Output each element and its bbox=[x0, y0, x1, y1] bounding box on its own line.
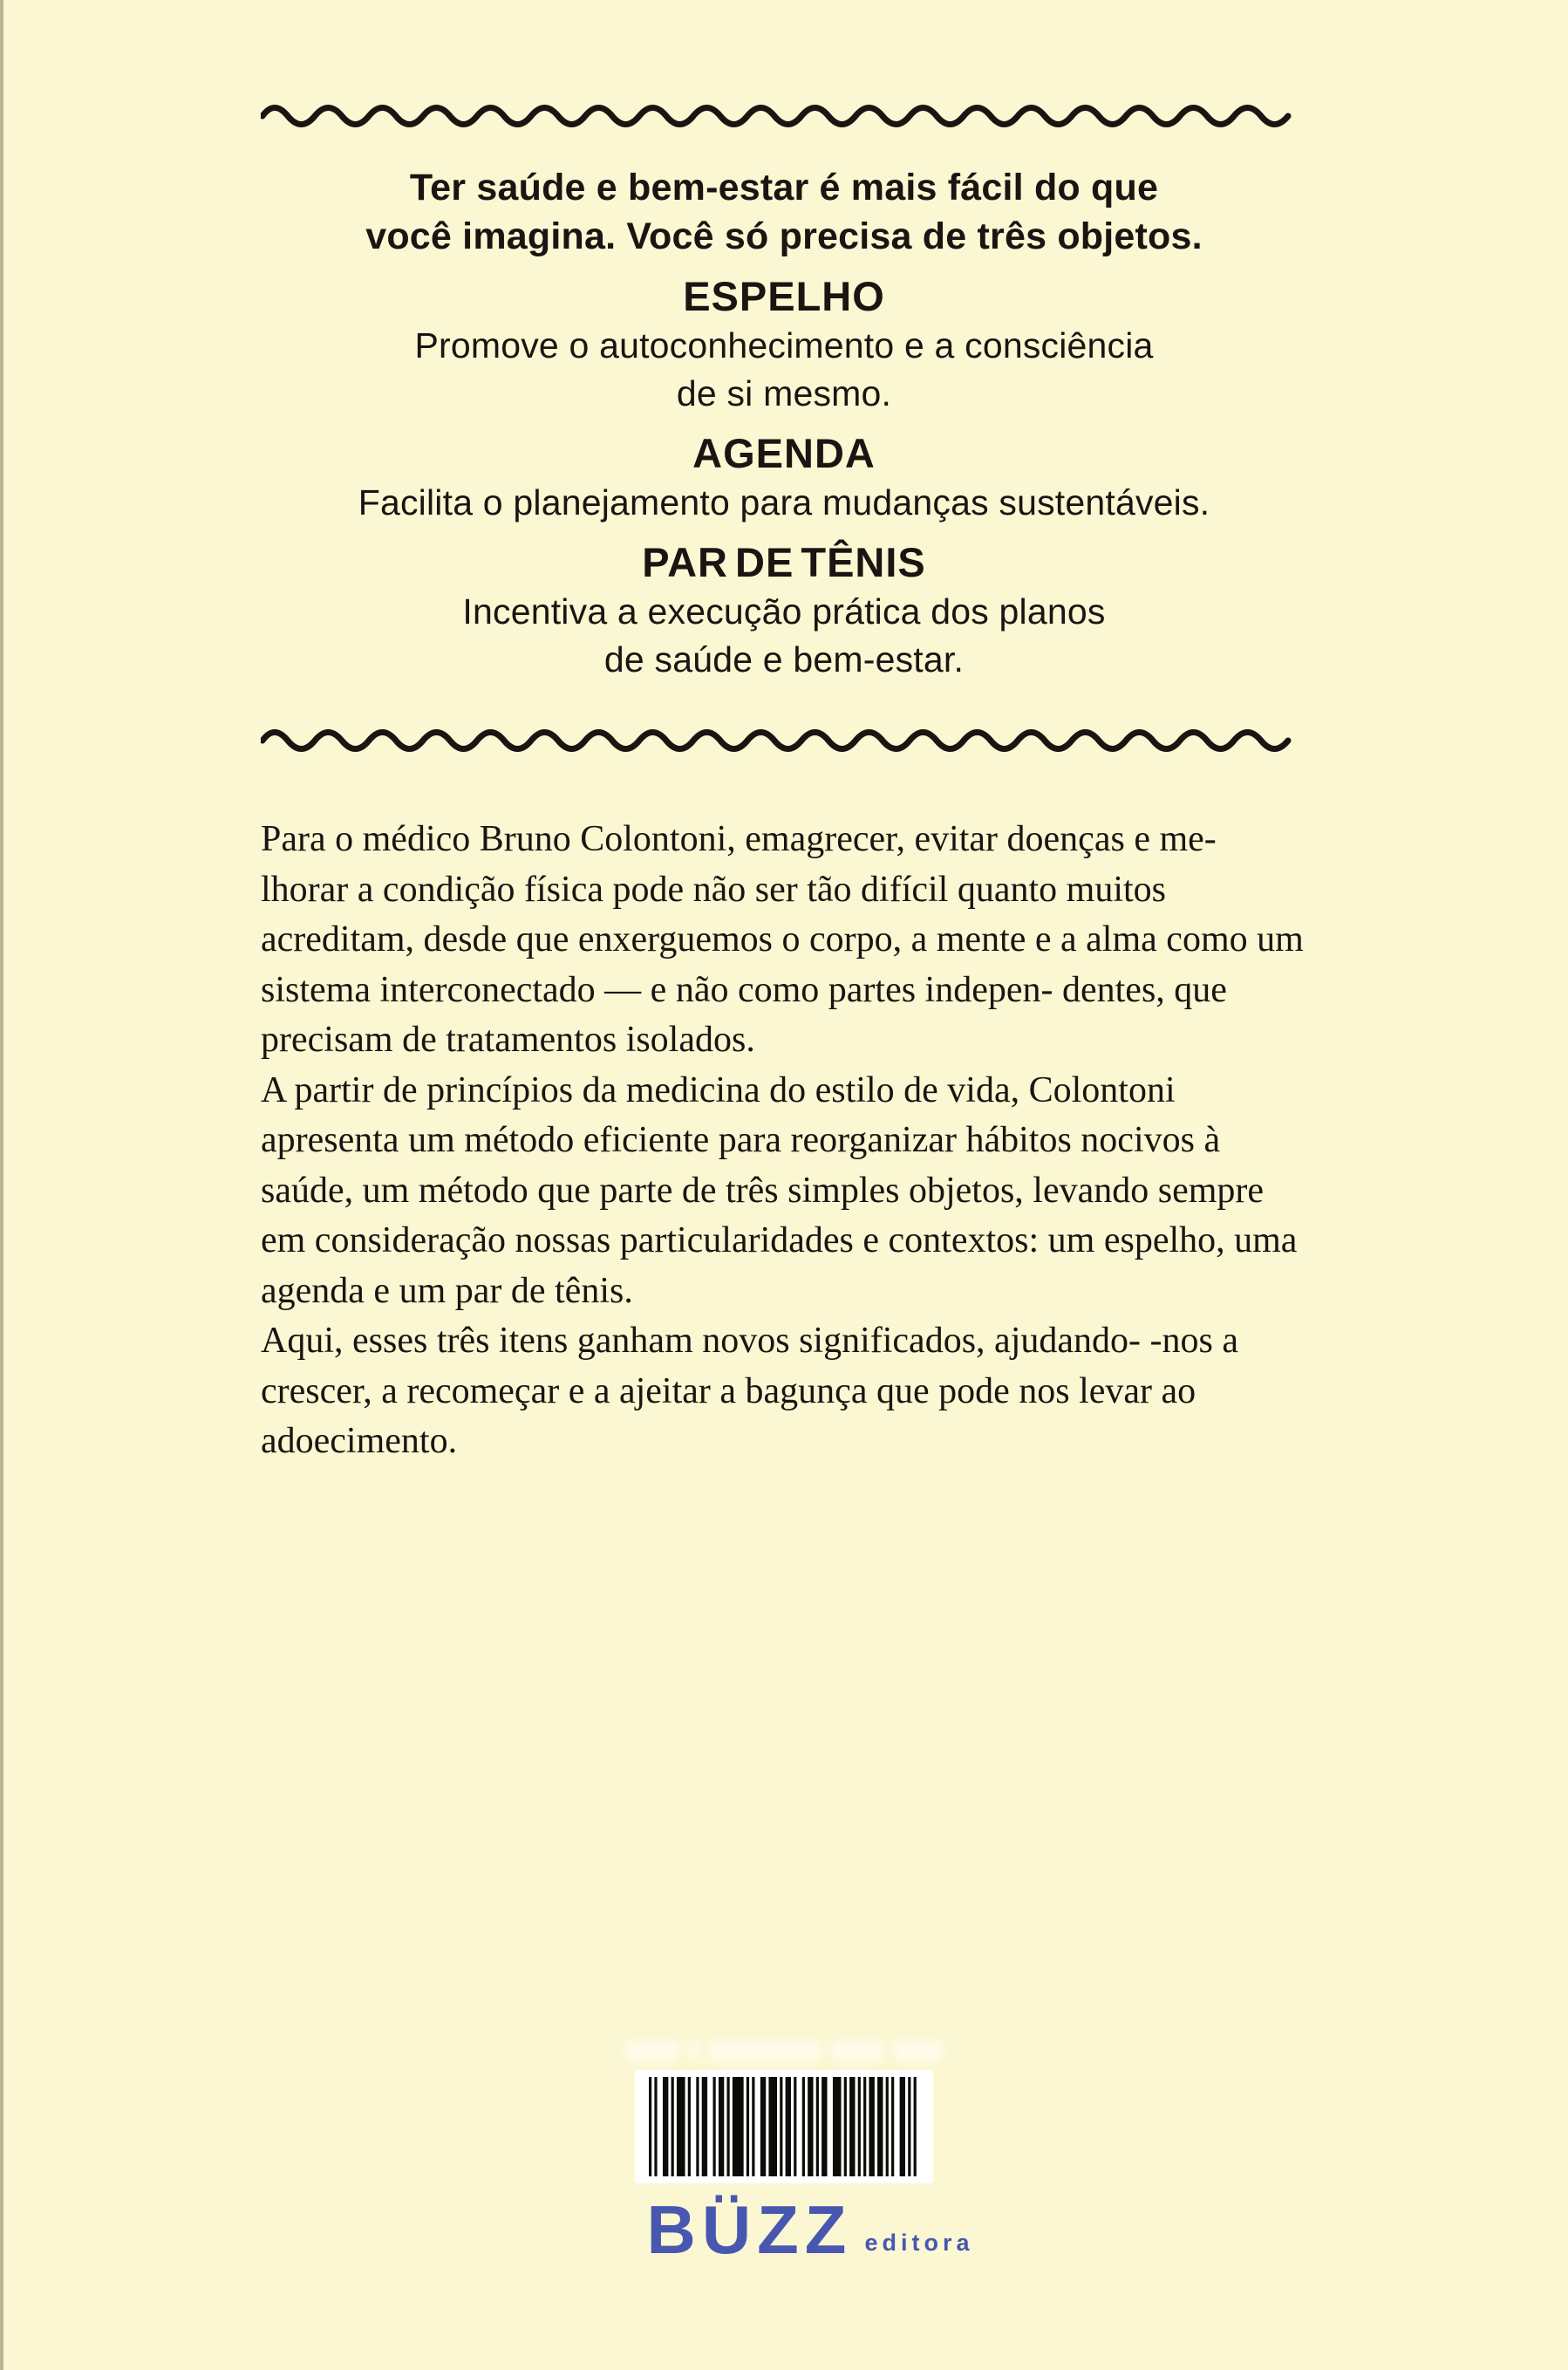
barcode-bars bbox=[649, 2077, 919, 2176]
publisher-footer bbox=[0, 2039, 1568, 2268]
synopsis-line: espelho, uma agenda e um par de tênis. bbox=[261, 1220, 1298, 1311]
object-desc-agenda bbox=[261, 479, 1307, 527]
synopsis-line: A partir de princípios da medicina do estilo de vida, Colontoni bbox=[261, 1069, 1176, 1110]
synopsis-line: sempre em consideração nossas particularidades e contextos: um bbox=[261, 1170, 1265, 1260]
three-objects-panel bbox=[261, 163, 1307, 684]
synopsis-paragraph bbox=[261, 815, 1307, 1066]
isbn-ghost-text bbox=[625, 2039, 943, 2062]
object-title-agenda: AGENDA bbox=[692, 430, 876, 476]
synopsis-line: como um sistema interconectado — e não como partes indepen- bbox=[261, 919, 1304, 1010]
buzz-logo-editora-label: editora bbox=[864, 2229, 974, 2256]
desc-line: Incentiva a execução prática dos planos bbox=[462, 591, 1106, 632]
synopsis-paragraph bbox=[261, 1066, 1307, 1317]
object-title-espelho: ESPELHO bbox=[683, 273, 885, 319]
synopsis-line: Aqui, esses três itens ganham novos significados, ajudando- bbox=[261, 1321, 1141, 1361]
publisher-logo bbox=[646, 2191, 974, 2268]
synopsis-line: dentes, que precisam de tratamentos isolados. bbox=[261, 969, 1227, 1060]
desc-line: Facilita o planejamento para mudanças sustentáveis. bbox=[358, 482, 1210, 522]
intro-line: Ter saúde e bem-estar é mais fácil do que bbox=[409, 167, 1159, 208]
synopsis-line: lhorar a condição física pode não ser tão difícil quanto muitos bbox=[261, 869, 1167, 910]
intro-line: você imagina. Você só precisa de três objetos. bbox=[365, 215, 1203, 257]
barcode bbox=[635, 2070, 933, 2183]
wavy-divider-top bbox=[261, 98, 1307, 134]
synopsis-line: levar ao adoecimento. bbox=[261, 1370, 1196, 1461]
intro-text bbox=[261, 163, 1307, 261]
desc-line: de si mesmo. bbox=[676, 373, 892, 413]
object-desc-par-de-tenis bbox=[261, 588, 1307, 684]
synopsis-line: acreditam, desde que enxerguemos o corpo, a mente e a alma bbox=[261, 919, 1157, 960]
synopsis-line: apresenta um método eficiente para reorganizar hábitos nocivos bbox=[261, 1120, 1195, 1160]
synopsis-text bbox=[261, 815, 1307, 1467]
desc-line: Promove o autoconhecimento e a consciência bbox=[414, 325, 1154, 365]
buzz-logo-text: BÜZZ bbox=[646, 2191, 853, 2268]
wavy-divider-bottom bbox=[261, 722, 1307, 759]
synopsis-paragraph bbox=[261, 1316, 1307, 1467]
object-title-par-de-tenis: PAR DE TÊNIS bbox=[642, 539, 926, 585]
object-desc-espelho bbox=[261, 322, 1307, 418]
synopsis-line: Para o médico Bruno Colontoni, emagrecer, evitar doenças e me- bbox=[261, 819, 1217, 859]
synopsis-line: à saúde, um método que parte de três simples objetos, levando bbox=[261, 1120, 1221, 1211]
desc-line: de saúde e bem-estar. bbox=[603, 639, 965, 680]
synopsis-line: -nos a crescer, a recomeçar e a ajeitar a bagunça que pode nos bbox=[261, 1321, 1238, 1411]
